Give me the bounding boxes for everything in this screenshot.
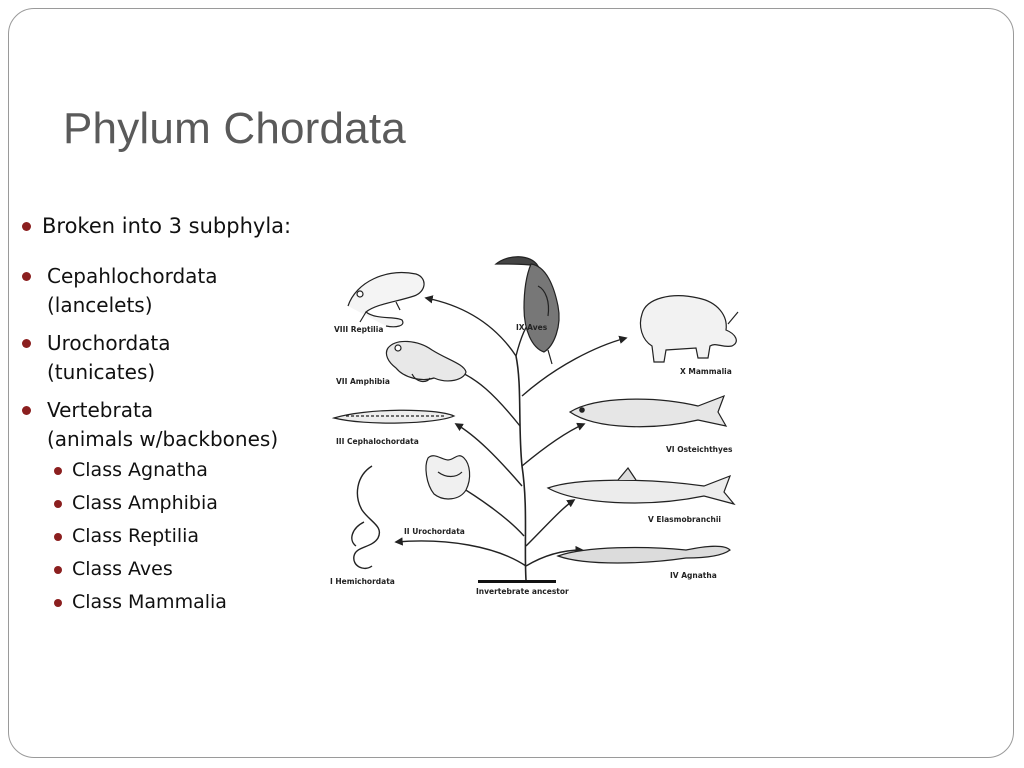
label-reptilia: VIII Reptilia <box>334 325 384 334</box>
subphylum-item <box>20 396 320 454</box>
class-name: Class Aves <box>72 558 173 580</box>
agnatha-illustration <box>558 546 730 563</box>
amphibian-illustration <box>386 341 466 381</box>
label-elasmobranchii: V Elasmobranchii <box>648 515 721 524</box>
class-name: Class Agnatha <box>72 459 208 481</box>
intro-text: Broken into 3 subphyla: <box>42 214 292 238</box>
branch-hemichordata <box>396 541 526 566</box>
label-amphibia: VII Amphibia <box>336 377 390 386</box>
branch-osteichthyes <box>522 424 584 466</box>
bullet-dot-icon <box>22 406 31 415</box>
class-item <box>20 553 320 586</box>
class-item <box>20 586 320 619</box>
label-agnatha: IV Agnatha <box>670 571 717 580</box>
class-name: Class Mammalia <box>72 591 227 613</box>
branch-urochordata <box>456 484 524 536</box>
bony-fish-illustration <box>570 396 726 427</box>
lancelet-illustration <box>334 410 454 423</box>
slide-title: Phylum Chordata <box>63 104 406 153</box>
sub-bullet-dot-icon <box>54 500 62 508</box>
reptile-illustration <box>348 273 424 327</box>
sub-bullet-dot-icon <box>54 467 62 475</box>
label-cephalochordata: III Cephalochordata <box>336 437 419 446</box>
label-hemichordata: I Hemichordata <box>330 577 395 586</box>
subphylum-item <box>20 329 320 387</box>
sub-bullet-dot-icon <box>54 599 62 607</box>
subphylum-item <box>20 262 320 320</box>
tree-trunk <box>516 356 526 580</box>
class-item <box>20 520 320 553</box>
subphylum-note: (animals w/backbones) <box>47 427 279 451</box>
label-urochordata: II Urochordata <box>404 527 465 536</box>
subphylum-name: Vertebrata <box>47 398 154 422</box>
bullet-dot-icon <box>22 339 31 348</box>
class-item <box>20 487 320 520</box>
ancestor-base-bar <box>478 580 556 583</box>
bullet-list <box>20 212 320 619</box>
hemichordate-illustration <box>352 466 380 568</box>
subphylum-note: (lancelets) <box>47 293 153 317</box>
shark-illustration <box>548 468 734 504</box>
sub-bullet-dot-icon <box>54 566 62 574</box>
bullet-dot-icon <box>22 222 31 231</box>
sub-bullet-dot-icon <box>54 533 62 541</box>
subphylum-name: Cepahlochordata <box>47 264 218 288</box>
mammal-illustration <box>640 296 738 362</box>
subphylum-name: Urochordata <box>47 331 171 355</box>
label-aves: IX Aves <box>516 323 548 332</box>
branch-reptilia <box>426 298 516 356</box>
class-name: Class Amphibia <box>72 492 218 514</box>
tunicate-illustration <box>426 456 470 499</box>
label-osteichthyes: VI Osteichthyes <box>666 445 733 454</box>
subphylum-note: (tunicates) <box>47 360 156 384</box>
label-ancestor: Invertebrate ancestor <box>476 587 569 596</box>
phylogenetic-tree-diagram <box>326 246 746 606</box>
label-mammalia: X Mammalia <box>680 367 732 376</box>
bird-illustration <box>496 257 559 364</box>
bullet-dot-icon <box>22 272 31 281</box>
bullet-intro <box>20 212 320 240</box>
class-item <box>20 454 320 487</box>
branch-elasmobranchii <box>526 500 574 546</box>
class-name: Class Reptilia <box>72 525 200 547</box>
